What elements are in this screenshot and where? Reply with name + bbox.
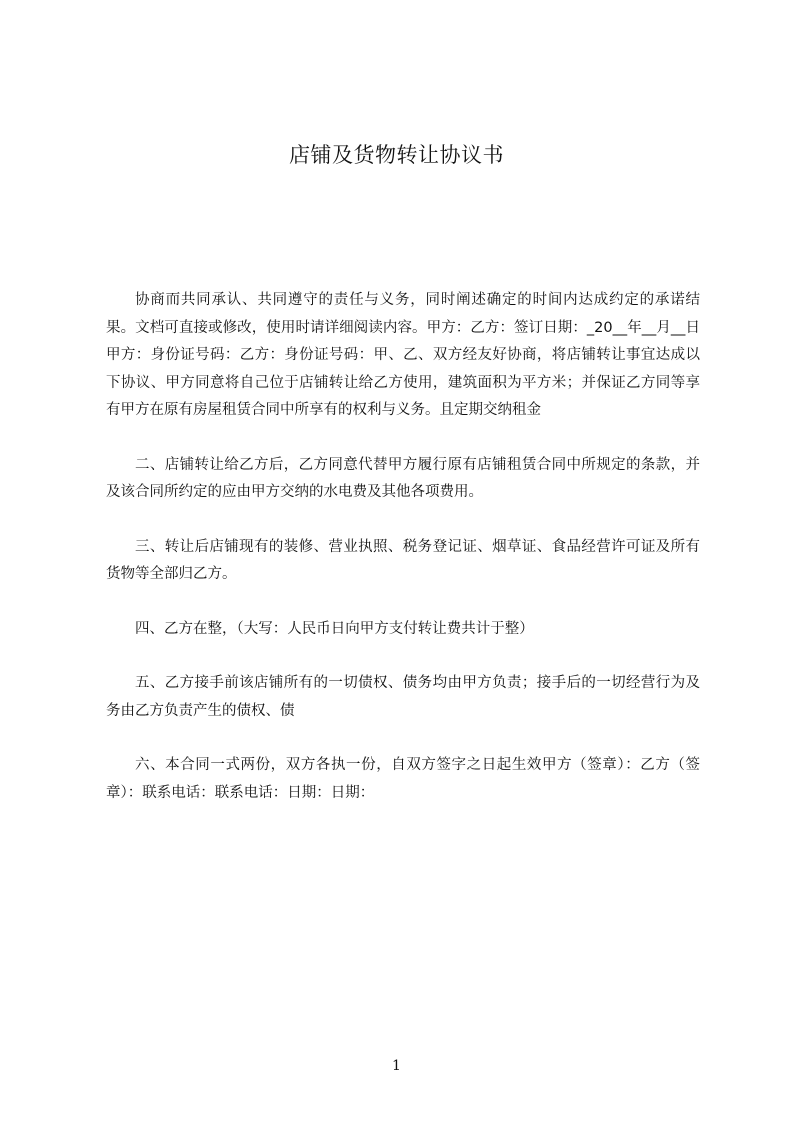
paragraph-clause-2: 二、店铺转让给乙方后，乙方同意代替甲方履行原有店铺租赁合同中所规定的条款，并及该合同所约定的应由甲方交纳的水电费及其他各项费用。: [106, 456, 700, 500]
paragraph-clause-3: 三、转让后店铺现有的装修、营业执照、税务登记证、烟草证、食品经营许可证及所有货物等全部归乙方。: [106, 538, 700, 582]
paragraph-intro: 协商而共同承认、共同遵守的责任与义务，同时阐述确定的时间内达成约定的承诺结果。文档可直接或修改，使用时请详细阅读内容。甲方：乙方：签订日期：_20__年__月__日甲方：身份证号码：乙方：身份证号码：甲、乙、双方经友好协商，将店铺转让事宜达成以下协议、甲方同意将自己位于店铺转让给乙方使用，建筑面积为平方米；并保证乙方同等享有甲方在原有房屋租赁合同中所享有的权利与义务。且定期交纳租金: [106, 292, 700, 418]
page-number: 1: [392, 1058, 401, 1074]
document-title: 店铺及货物转让协议书: [289, 143, 504, 167]
document-body: [106, 287, 700, 807]
paragraph-clause-6: 六、本合同一式两份，双方各执一份，自双方签字之日起生效甲方（签章）：乙方（签章）：联系电话：联系电话：日期：日期：: [106, 757, 700, 801]
paragraph-clause-4: 四、乙方在整，（大写：人民币日向甲方支付转让费共计于整）: [135, 620, 534, 637]
paragraph-clause-5: 五、乙方接手前该店铺所有的一切债权、债务均由甲方负责；接手后的一切经营行为及务由乙方负责产生的债权、债: [106, 675, 700, 719]
